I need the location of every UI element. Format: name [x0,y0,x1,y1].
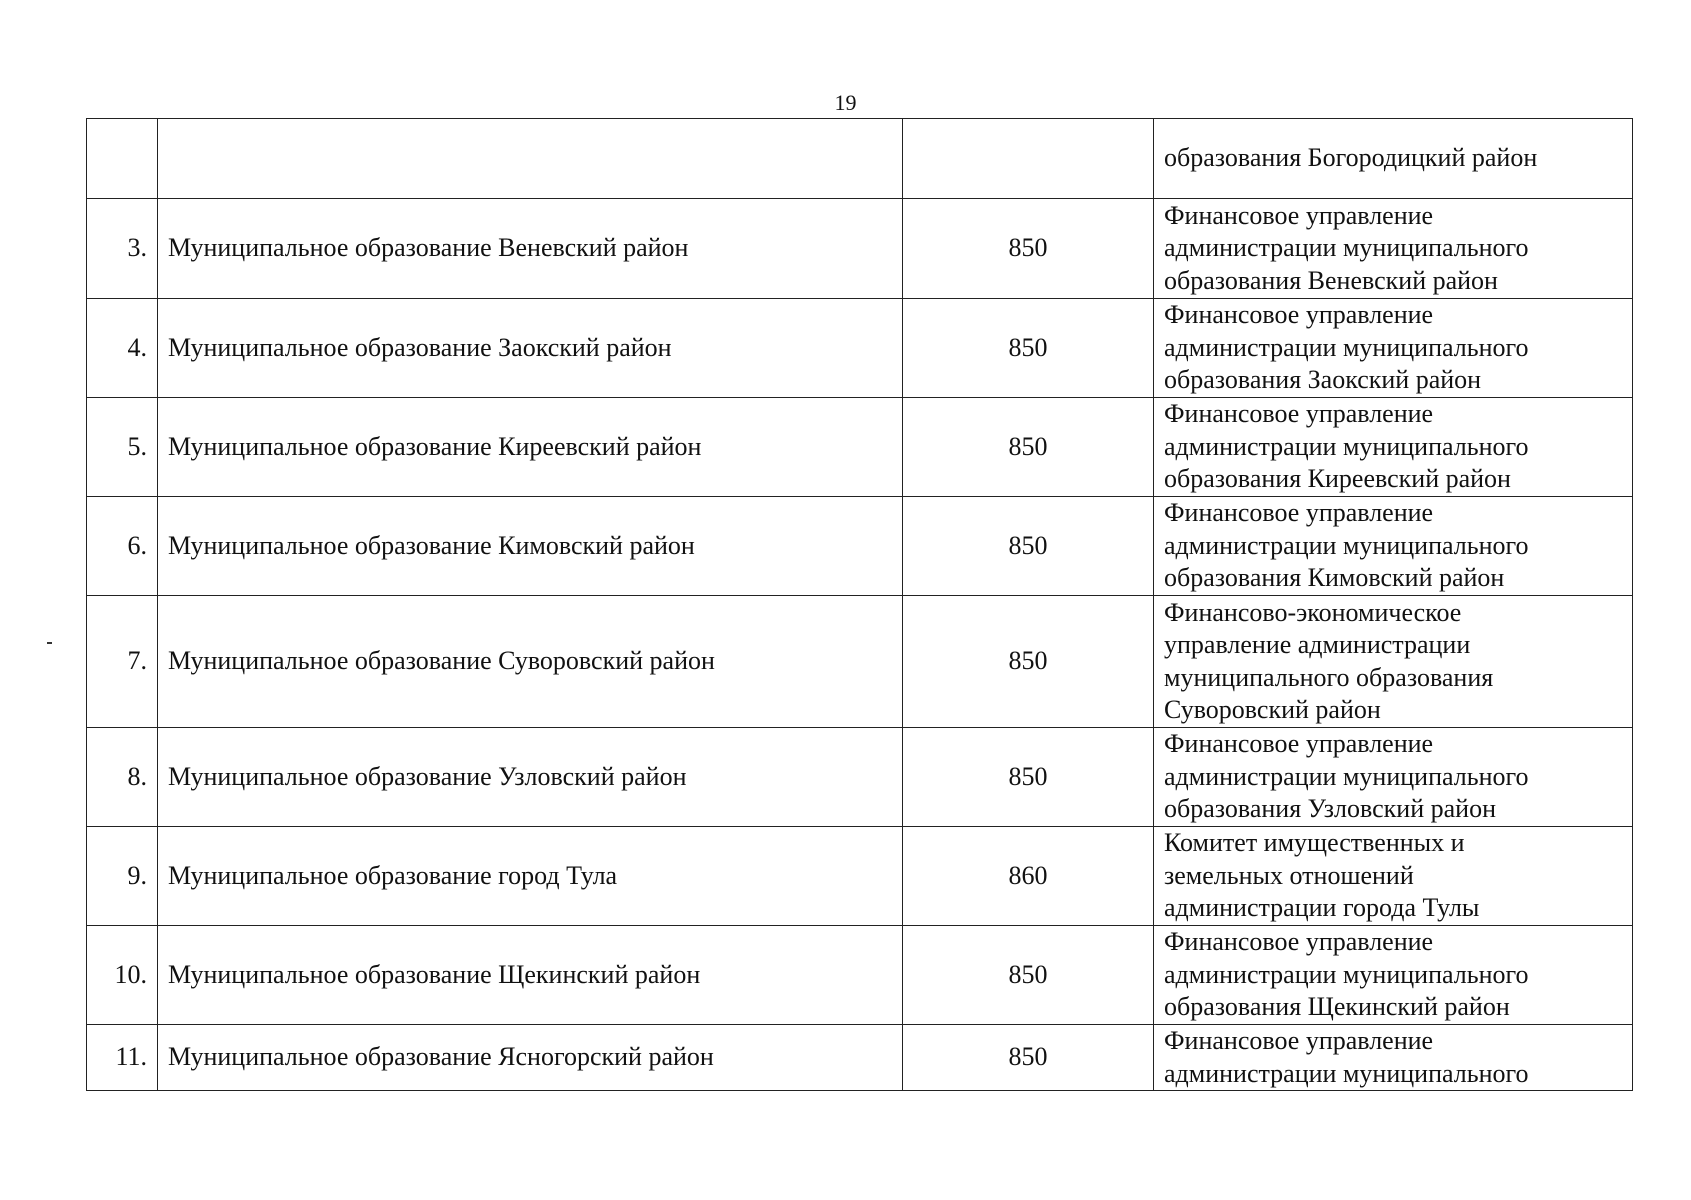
municipality-name: Муниципальное образование город Тула [158,827,903,926]
row-number: 9. [87,827,158,926]
administrator-name: Финансовое управление администрации муниципального образования Веневский район [1164,200,1529,295]
administrator-cell [1154,497,1633,596]
table-row [87,119,1633,199]
admin-code: 850 [903,1025,1154,1091]
administrator-name: образования Богородицкий район [1164,143,1538,173]
admin-code: 860 [903,827,1154,926]
row-number: 10. [87,926,158,1025]
page-number: 19 [834,90,857,115]
table-row [87,299,1633,398]
administrator-name: Финансовое управление администрации муниципального образования Заокский район [1164,300,1529,395]
table-row [87,1025,1633,1091]
admin-code: 850 [903,497,1154,596]
administrator-name: Финансово-экономическое управление администрации муниципального образования Суворовский район [1164,597,1494,724]
admin-code [903,119,1154,199]
municipality-name: Муниципальное образование Узловский район [158,728,903,827]
municipality-name: Муниципальное образование Заокский район [158,299,903,398]
admin-code: 850 [903,299,1154,398]
row-number: 7. [87,596,158,728]
municipality-name: Муниципальное образование Суворовский район [158,596,903,728]
table-row [87,728,1633,827]
row-number: 11. [87,1025,158,1091]
administrator-cell [1154,827,1633,926]
row-number: 4. [87,299,158,398]
municipality-name [158,119,903,199]
admin-code: 850 [903,596,1154,728]
row-number: 3. [87,199,158,299]
table-row [87,497,1633,596]
administrator-name: Финансовое управление администрации муниципального образования Узловский район [1164,729,1529,824]
administrator-cell [1154,398,1633,497]
administrator-cell [1154,119,1633,199]
row-number: 6. [87,497,158,596]
row-number [87,119,158,199]
table-row [87,398,1633,497]
municipality-name: Муниципальное образование Киреевский район [158,398,903,497]
scan-mark [47,642,52,644]
budget-administrators-table [86,118,1633,1091]
table-row [87,596,1633,728]
administrator-name: Финансовое управление администрации муниципального образования Щекинский район [1164,927,1529,1022]
admin-code: 850 [903,728,1154,827]
table-row [87,827,1633,926]
municipality-name: Муниципальное образование Щекинский район [158,926,903,1025]
administrator-cell [1154,299,1633,398]
administrator-cell [1154,926,1633,1025]
administrator-name: Финансовое управление администрации муниципального [1164,1026,1529,1088]
administrator-cell [1154,596,1633,728]
admin-code: 850 [903,398,1154,497]
row-number: 8. [87,728,158,827]
table-row [87,926,1633,1025]
administrator-name: Финансовое управление администрации муниципального образования Кимовский район [1164,498,1529,593]
municipality-name: Муниципальное образование Веневский район [158,199,903,299]
administrator-name: Комитет имущественных и земельных отношений администрации города Тулы [1164,828,1480,923]
municipality-name: Муниципальное образование Ясногорский район [158,1025,903,1091]
administrator-cell [1154,728,1633,827]
row-number: 5. [87,398,158,497]
table-row [87,199,1633,299]
administrator-cell [1154,199,1633,299]
admin-code: 850 [903,926,1154,1025]
admin-code: 850 [903,199,1154,299]
administrator-cell [1154,1025,1633,1091]
administrator-name: Финансовое управление администрации муниципального образования Киреевский район [1164,399,1529,494]
municipality-name: Муниципальное образование Кимовский район [158,497,903,596]
